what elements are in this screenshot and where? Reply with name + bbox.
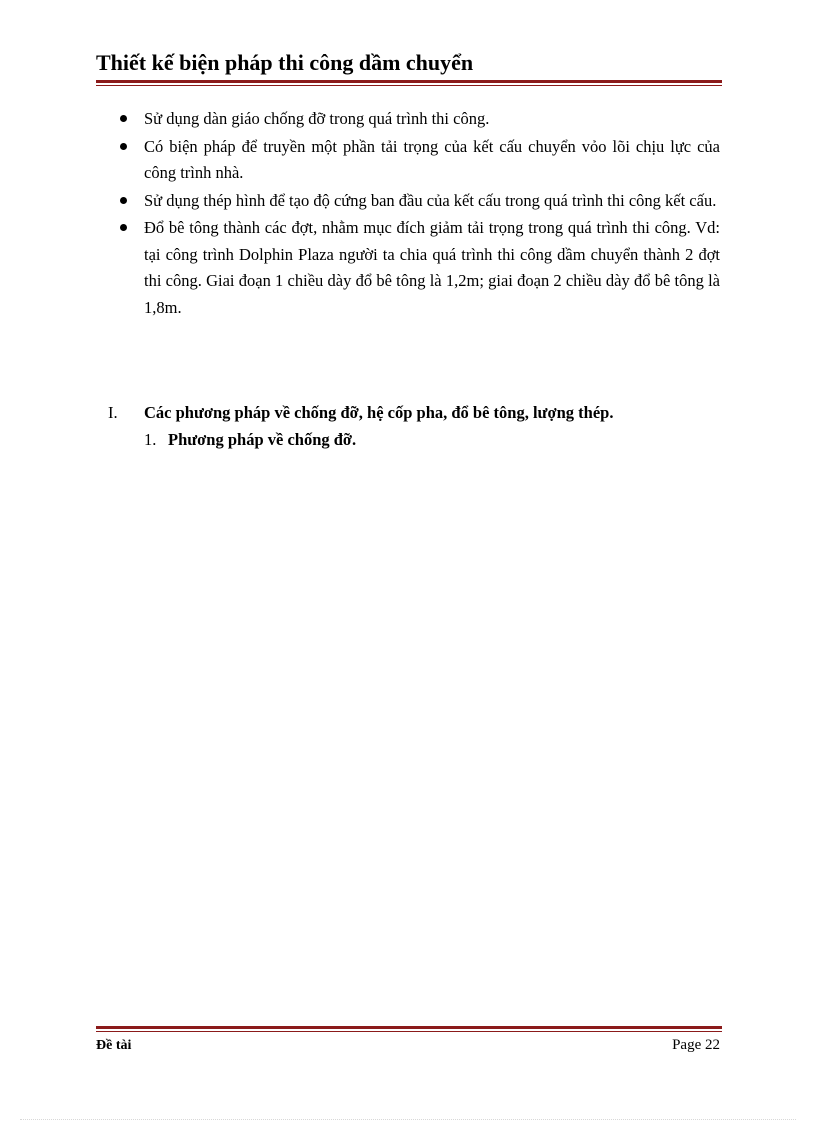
footer-rule-thick bbox=[96, 1026, 722, 1029]
header-rule-thick bbox=[96, 80, 722, 83]
section-number: I. bbox=[108, 403, 118, 422]
list-item-text: Đổ bê tông thành các đợt, nhằm mục đích giảm tải trọng trong quá trình thi công. Vd: tại công trình Dolphin Plaza người ta chia quá trình thi công dầm chuyển thành 2 đợt thi công. Giai đoạn 1 chiều dày đổ bê tông là 1,2m; giai đoạn 2 chiều dày đổ bê tông là 1,8m. bbox=[144, 218, 720, 317]
page-number: Page 22 bbox=[672, 1037, 720, 1053]
header-rule-thin bbox=[96, 85, 722, 86]
bullet-list bbox=[118, 106, 720, 322]
list-item-text: Có biện pháp để truyền một phần tải trọng của kết cấu chuyển vỏo lõi chịu lực của công trình nhà. bbox=[144, 136, 720, 182]
bullet-icon bbox=[120, 115, 127, 122]
list-item-text: Sử dụng dàn giáo chống đỡ trong quá trình thi công. bbox=[144, 109, 490, 128]
bullet-icon bbox=[120, 197, 127, 204]
list-item bbox=[118, 215, 720, 321]
bullet-icon bbox=[120, 224, 127, 231]
list-item bbox=[118, 188, 720, 215]
subsection-title: Phương pháp về chống đỡ. bbox=[168, 430, 357, 449]
subsection-number: 1. bbox=[144, 430, 157, 449]
section-heading bbox=[108, 400, 720, 426]
list-item-text: Sử dụng thép hình để tạo độ cứng ban đầu của kết cấu trong quá trình thi công kết cấu. bbox=[144, 190, 717, 210]
list-item bbox=[118, 134, 720, 187]
page-edge-divider bbox=[20, 1119, 796, 1120]
list-item bbox=[118, 106, 720, 133]
section-title: Các phương pháp về chống đỡ, hệ cốp pha, đổ bê tông, lượng thép. bbox=[144, 403, 614, 422]
subsection-heading bbox=[144, 427, 356, 453]
footer-label: Đề tài bbox=[96, 1038, 132, 1053]
footer-rule-thin bbox=[96, 1031, 722, 1032]
bullet-icon bbox=[120, 143, 127, 150]
page-header-title: Thiết kế biện pháp thi công dầm chuyển bbox=[96, 50, 474, 75]
